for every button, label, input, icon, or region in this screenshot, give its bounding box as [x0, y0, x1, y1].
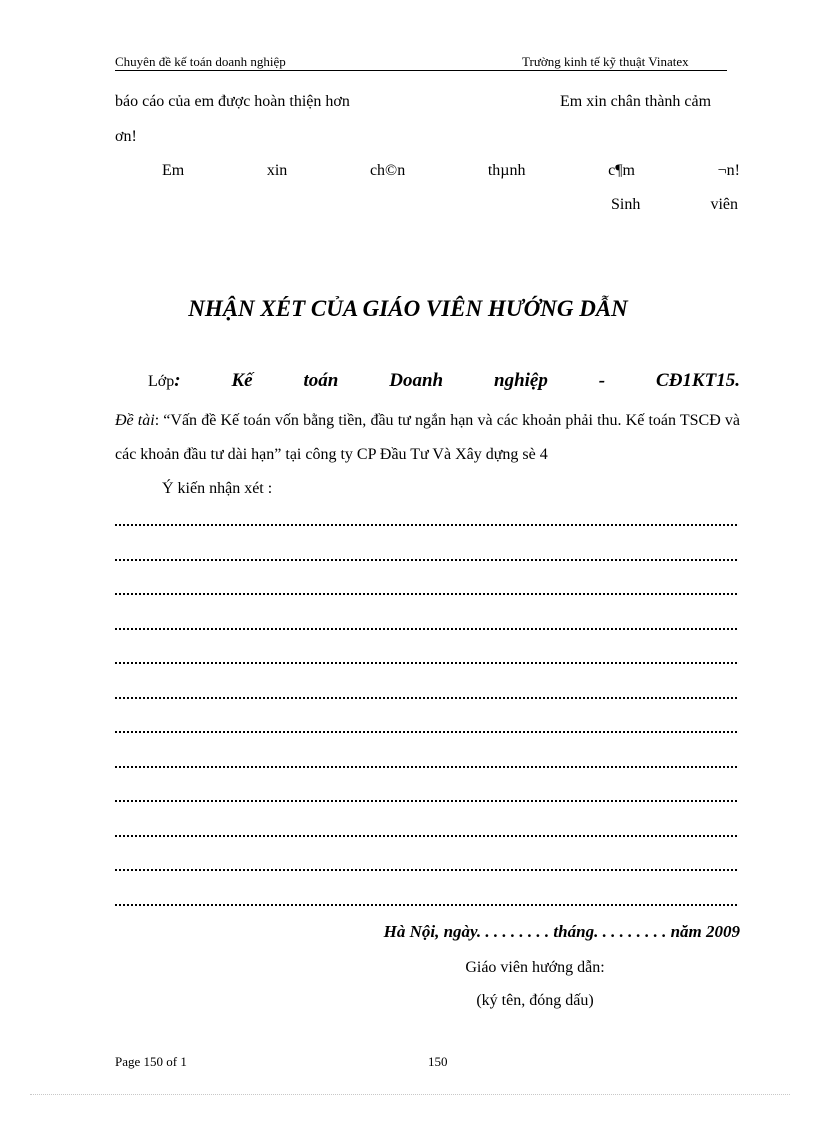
class-label: Lớp — [148, 373, 175, 390]
header-rule — [115, 70, 727, 71]
garbled-word: xin — [266, 162, 288, 179]
footer-page-of: Page 150 of 1 — [115, 1054, 187, 1069]
page-title: NHẬN XÉT CỦA GIÁO VIÊN HƯỚNG DẪN — [188, 296, 628, 321]
garbled-word: c¶m — [608, 162, 635, 179]
comment-dotted-line — [115, 559, 737, 561]
class-word: toán — [303, 370, 339, 391]
comment-dotted-line — [115, 869, 737, 871]
comment-dotted-line — [115, 524, 737, 526]
class-word: CĐ1KT15. — [656, 370, 740, 391]
class-word: Doanh — [389, 370, 444, 391]
class-word: - — [598, 370, 606, 391]
intro-line-left: báo cáo của em được hoàn thiện hơn — [115, 93, 350, 110]
opinion-label: Ý kiến nhận xét : — [162, 480, 273, 497]
student-sign-line — [611, 196, 738, 214]
intro-line-2: ơn! — [115, 128, 137, 145]
comment-dotted-line — [115, 628, 737, 630]
topic-paragraph — [115, 404, 740, 472]
comment-dotted-line — [115, 662, 737, 664]
topic-text: : “Vấn đề Kế toán vốn bằng tiền, đầu tư ngắn hạn và các khoản phải thu. Kế toán TSCĐ và các khoản đầu tư dài hạn” tại công ty CP Đầu Tư Và Xây dựng sè 4 — [115, 412, 741, 463]
sign-word: viên — [710, 196, 738, 213]
garbled-thanks-line — [162, 162, 740, 180]
signature-note: (ký tên, đóng dấu) — [476, 992, 594, 1009]
class-colon: : — [174, 370, 181, 391]
comment-dotted-line — [115, 835, 737, 837]
intro-line-right: Em xin chân thành cảm — [560, 93, 712, 110]
comment-dotted-line — [115, 697, 737, 699]
teacher-role: Giáo viên hướng dẫn: — [465, 959, 605, 976]
page-bottom-rule — [30, 1094, 790, 1095]
garbled-word: ¬n! — [717, 162, 740, 179]
class-label-group — [148, 370, 181, 392]
garbled-word: ch©n — [369, 162, 406, 179]
comment-dotted-line — [115, 904, 737, 906]
comment-dotted-line — [115, 731, 737, 733]
header-right-title: Trường kinh tế kỹ thuật Vinatex — [522, 54, 689, 69]
class-line — [148, 370, 740, 392]
garbled-word: thµnh — [487, 162, 526, 179]
date-line: Hà Nội, ngày. . . . . . . . . tháng. . . . . . . . . năm 2009 — [383, 922, 740, 941]
comment-dotted-line — [115, 766, 737, 768]
sign-word: Sinh — [611, 196, 641, 213]
header-left-title: Chuyên đề kế toán doanh nghiệp — [115, 54, 286, 69]
footer-page-number: 150 — [428, 1054, 448, 1069]
comment-dotted-line — [115, 800, 737, 802]
topic-label: Đề tài — [115, 412, 155, 429]
comment-dotted-line — [115, 593, 737, 595]
garbled-word: Em — [162, 162, 185, 179]
class-word: nghiệp — [494, 370, 548, 391]
class-word: Kế — [231, 370, 253, 391]
